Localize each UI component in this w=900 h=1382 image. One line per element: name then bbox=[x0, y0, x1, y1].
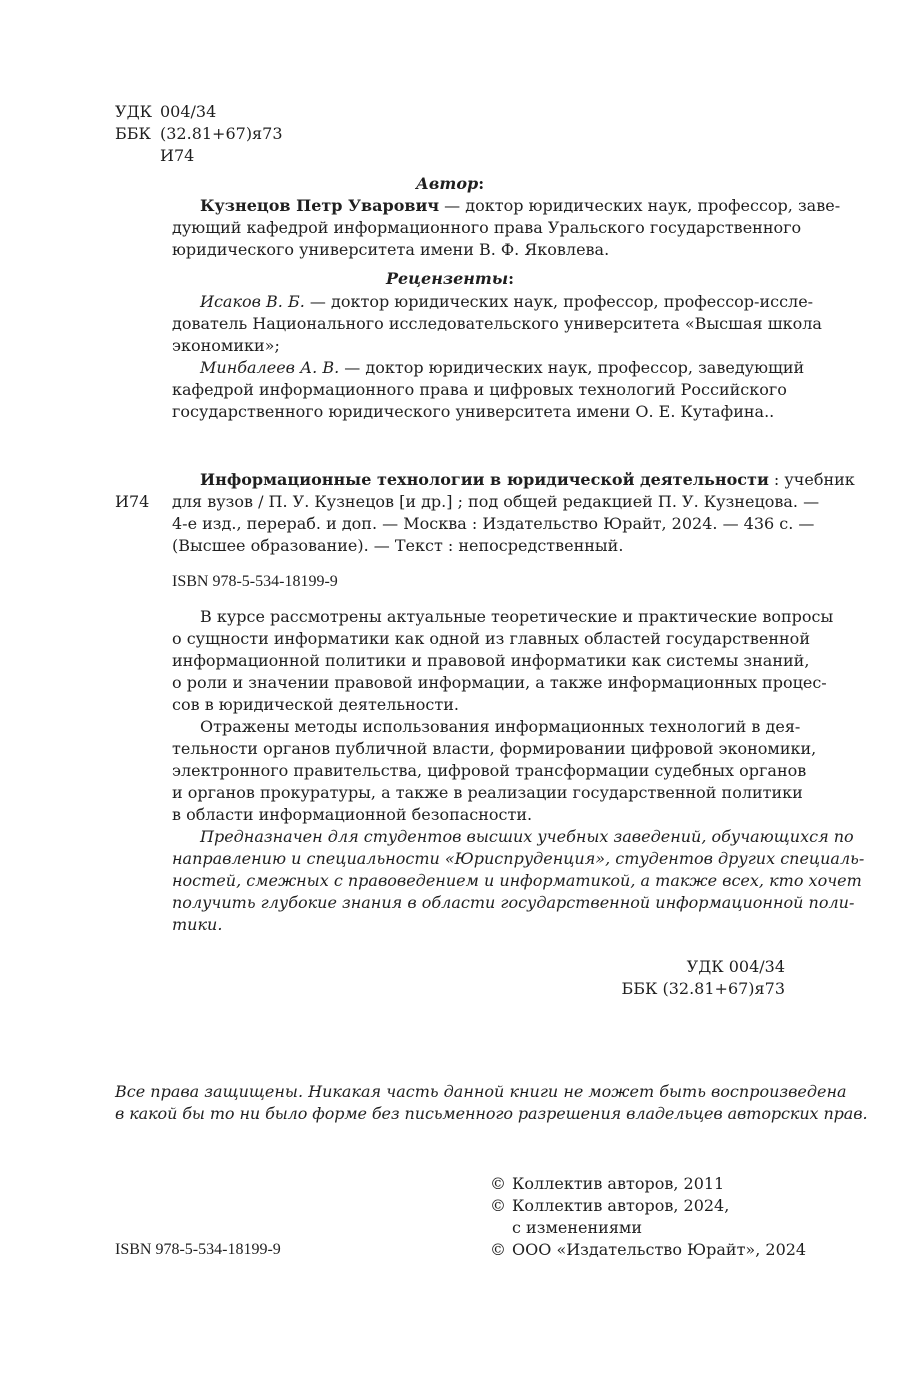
udk-value: 004/34 bbox=[160, 102, 217, 121]
udk-label: УДК bbox=[115, 102, 152, 121]
rights-line-1: Все права защищены. Никакая часть данной книги не может быть воспроизведена bbox=[115, 1082, 847, 1101]
annotation-p1-line-5: сов в юридической деятельности. bbox=[172, 695, 459, 714]
author-line-2: дующий кафедрой информационного права Уральского государственного bbox=[172, 218, 802, 237]
annotation-p2-line-4: и органов прокуратуры, а также в реализации государственной политики bbox=[172, 783, 803, 802]
annotation-p1-line-4: о роли и значении правовой информации, а также информационных процес- bbox=[172, 673, 827, 692]
reviewer-2-name: Минбалеев А. В. bbox=[200, 358, 340, 377]
author-line-3: юридического университета имени В. Ф. Яковлева. bbox=[172, 240, 610, 259]
reviewer-1-name: Исаков В. Б. bbox=[200, 292, 305, 311]
copyright-1: Коллектив авторов, 2011 bbox=[512, 1174, 725, 1193]
reviewer-2-line-1: Минбалеев А. В. — доктор юридических наук, профессор, заведующий bbox=[200, 358, 805, 377]
rights-line-2: в какой бы то ни было форме без письменного разрешения владельцев авторских прав. bbox=[115, 1104, 868, 1123]
bbk-label: ББК bbox=[115, 124, 151, 143]
bib-line-1: Информационные технологии в юридической деятельности : учебник bbox=[200, 470, 855, 489]
annotation-p2-line-3: электронного правительства, цифровой трансформации судебных органов bbox=[172, 761, 807, 780]
author-line-1: Кузнецов Петр Уварович — доктор юридических наук, профессор, заве- bbox=[200, 196, 841, 215]
copyright-3: ООО «Издательство Юрайт», 2024 bbox=[512, 1240, 807, 1259]
bbk-value: (32.81+67)я73 bbox=[160, 124, 283, 143]
reviewer-1-line-1: Исаков В. Б. — доктор юридических наук, профессор, профессор-иссле- bbox=[200, 292, 814, 311]
bib-sign: И74 bbox=[115, 492, 150, 511]
reviewer-1-line-3: экономики»; bbox=[172, 336, 280, 355]
author-heading: Автор: bbox=[415, 174, 485, 193]
annotation-p2-line-5: в области информационной безопасности. bbox=[172, 805, 533, 824]
book-title: Информационные технологии в юридической деятельности bbox=[200, 470, 769, 489]
reviewer-2-line-2: кафедрой информационного права и цифровых технологий Российского bbox=[172, 380, 787, 399]
annotation-p2-line-2: тельности органов публичной власти, формировании цифровой экономики, bbox=[172, 739, 817, 758]
author-sign: И74 bbox=[160, 146, 195, 165]
annotation-p3-line-3: ностей, смежных с правоведением и информатикой, а также всех, кто хочет bbox=[172, 871, 862, 890]
annotation-p3-line-5: тики. bbox=[172, 915, 223, 934]
annotation-p3-line-4: получить глубокие знания в области государственной информационной поли- bbox=[172, 893, 855, 912]
copyright-symbol-3: © bbox=[490, 1240, 506, 1259]
annotation-p2-line-1: Отражены методы использования информационных технологий в дея- bbox=[200, 717, 801, 736]
udk-right: УДК 004/34 bbox=[686, 957, 785, 976]
copyright-2-note: с изменениями bbox=[512, 1218, 643, 1237]
annotation-p1-line-1: В курсе рассмотрены актуальные теоретические и практические вопросы bbox=[200, 607, 834, 626]
reviewer-2-line-3: государственного юридического университета имени О. Е. Кутафина.. bbox=[172, 402, 775, 421]
reviewer-1-line-2: дователь Национального исследовательского университета «Высшая школа bbox=[172, 314, 822, 333]
bib-line-4: (Высшее образование). — Текст : непосредственный. bbox=[172, 536, 624, 555]
annotation-p1-line-2: о сущности информатики как одной из главных областей государственной bbox=[172, 629, 810, 648]
annotation-p1-line-3: информационной политики и правовой информатики как системы знаний, bbox=[172, 651, 810, 670]
bbk-right: ББК (32.81+67)я73 bbox=[621, 979, 785, 998]
copyright-symbol-1: © bbox=[490, 1174, 506, 1193]
reviewers-heading: Рецензенты: bbox=[385, 269, 515, 288]
footer-isbn: ISBN 978-5-534-18199-9 bbox=[115, 1241, 281, 1258]
bib-line-2: для вузов / П. У. Кузнецов [и др.] ; под общей редакцией П. У. Кузнецова. — bbox=[172, 492, 820, 511]
copyright-2: Коллектив авторов, 2024, bbox=[512, 1196, 730, 1215]
bib-isbn: ISBN 978-5-534-18199-9 bbox=[172, 573, 338, 590]
annotation-p3-line-1: Предназначен для студентов высших учебных заведений, обучающихся по bbox=[200, 827, 854, 846]
annotation-p3-line-2: направлению и специальности «Юриспруденция», студентов других специаль- bbox=[172, 849, 865, 868]
author-name: Кузнецов Петр Уварович bbox=[200, 196, 440, 215]
bib-line-3: 4-е изд., перераб. и доп. — Москва : Издательство Юрайт, 2024. — 436 с. — bbox=[172, 514, 815, 533]
copyright-symbol-2: © bbox=[490, 1196, 506, 1215]
